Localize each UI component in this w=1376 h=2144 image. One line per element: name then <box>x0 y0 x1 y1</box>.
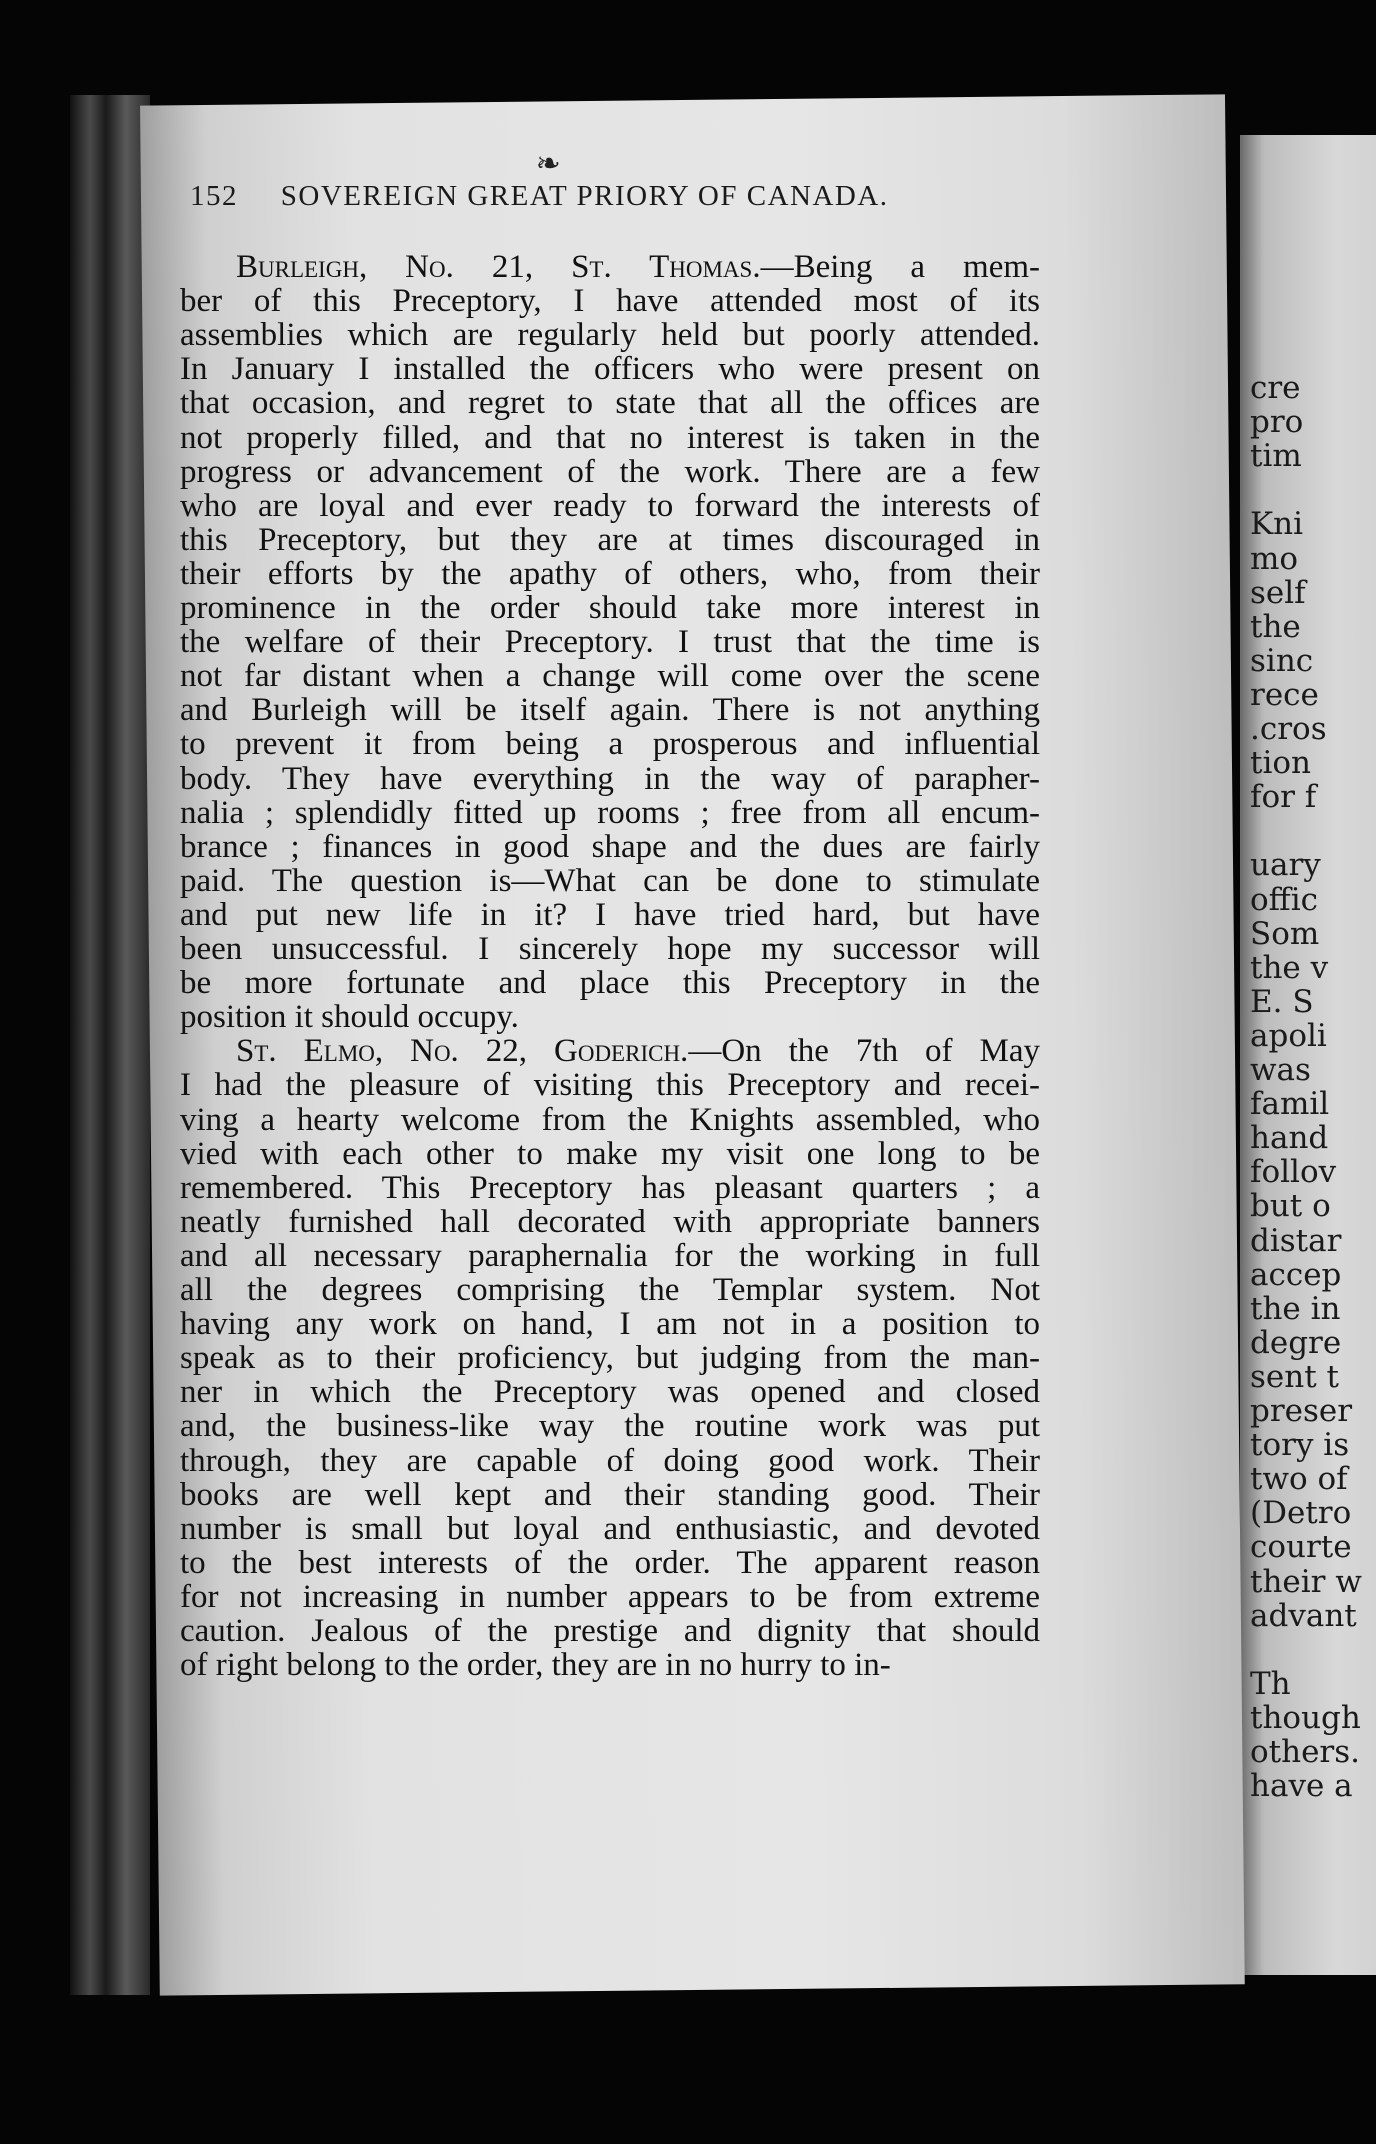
adjacent-line: E. S <box>1250 983 1314 1020</box>
text-line <box>180 932 1040 966</box>
text-line <box>180 386 1040 420</box>
text-line <box>180 1137 1040 1171</box>
text-line <box>180 1580 1040 1614</box>
line-text: to prevent it from being a prosperous and influential <box>180 726 1040 763</box>
text-line <box>180 898 1040 932</box>
adjacent-line: though <box>1250 1699 1361 1736</box>
line-text: number is small but loyal and enthusiastic, and devoted <box>180 1510 1040 1547</box>
line-text: for not increasing in number appears to be from extreme <box>180 1578 1040 1615</box>
adjacent-page <box>1240 135 1376 1975</box>
text-line <box>180 1546 1040 1580</box>
text-line <box>180 1034 1040 1068</box>
line-text: been unsuccessful. I sincerely hope my successor will <box>180 931 1040 967</box>
text-line <box>180 1648 1040 1682</box>
text-line <box>180 1512 1040 1546</box>
line-text: that occasion, and regret to state that all the offices are <box>180 385 1040 422</box>
text-line <box>180 455 1040 489</box>
adjacent-line: two of <box>1250 1461 1348 1498</box>
text-line <box>180 1375 1040 1409</box>
adjacent-line: sent t <box>1250 1358 1339 1395</box>
adjacent-line: distar <box>1250 1222 1342 1259</box>
text-line <box>180 693 1040 727</box>
running-header <box>190 180 1090 213</box>
line-text: their efforts by the apathy of others, who, from their <box>180 555 1040 592</box>
adjacent-line: tim <box>1250 438 1302 475</box>
text-line <box>180 1444 1040 1478</box>
text-line <box>180 489 1040 523</box>
line-text: caution. Jealous of the prestige and dignity that should <box>180 1613 1040 1649</box>
text-line <box>180 352 1040 386</box>
line-text: through, they are capable of doing good work. Their <box>180 1442 1040 1479</box>
adjacent-line: the v <box>1250 949 1329 986</box>
text-line <box>180 591 1040 625</box>
adjacent-line: sinc <box>1250 642 1314 679</box>
adjacent-line: accep <box>1250 1256 1342 1293</box>
text-line <box>180 1614 1040 1648</box>
adjacent-line: uary <box>1250 847 1321 884</box>
line-text: I had the pleasure of visiting this Preceptory and recei- <box>180 1067 1040 1104</box>
line-text: who are loyal and ever ready to forward the interests of <box>180 487 1040 524</box>
text-line <box>180 557 1040 591</box>
line-text: body. They have everything in the way of parapher- <box>180 760 1040 797</box>
text-line <box>180 1239 1040 1273</box>
line-text: neatly furnished hall decorated with appropriate banners <box>180 1203 1040 1240</box>
adjacent-line: courte <box>1250 1529 1352 1566</box>
text-line <box>180 1000 1040 1034</box>
text-line <box>180 1478 1040 1512</box>
ink-speck: ❧ <box>535 146 561 182</box>
line-text: position it should occupy. <box>180 999 519 1036</box>
line-text: of right belong to the order, they are in no hurry to in- <box>180 1647 891 1684</box>
adjacent-line: offic <box>1250 881 1318 918</box>
text-line <box>180 864 1040 898</box>
line-text: ving a hearty welcome from the Knights assembled, who <box>180 1101 1040 1138</box>
section-heading: Burleigh, No. 21, St. Thomas. <box>236 249 761 285</box>
page-number: 152 <box>190 180 238 212</box>
line-text: to the best interests of the order. The apparent reason <box>180 1544 1040 1581</box>
text-line <box>180 1307 1040 1341</box>
adjacent-line: Kni <box>1250 506 1304 543</box>
adjacent-line: hand <box>1250 1120 1329 1157</box>
adjacent-line: degre <box>1250 1324 1342 1361</box>
text-line <box>180 1273 1040 1307</box>
adjacent-line: others. <box>1250 1734 1361 1770</box>
line-text: and put new life in it? I have tried hard, but have <box>180 896 1040 933</box>
adjacent-line: Th <box>1250 1665 1291 1702</box>
line-text: be more fortunate and place this Preceptory in the <box>180 965 1040 1002</box>
text-line <box>180 1205 1040 1239</box>
text-line <box>180 1341 1040 1375</box>
adjacent-line: famil <box>1250 1086 1330 1123</box>
line-text: ber of this Preceptory, I have attended most of its <box>180 283 1040 320</box>
text-line <box>180 659 1040 693</box>
adjacent-line: cre <box>1250 370 1301 406</box>
line-text: not properly filled, and that no interest is taken in the <box>180 419 1040 456</box>
text-line <box>180 830 1040 864</box>
line-text: this Preceptory, but they are at times discouraged in <box>180 521 1040 558</box>
text-line <box>180 1171 1040 1205</box>
line-text: brance ; finances in good shape and the dues are fairly <box>180 828 1040 865</box>
adjacent-line: (Detro <box>1250 1495 1352 1532</box>
text-line <box>180 796 1040 830</box>
line-text: vied with each other to make my visit one long to be <box>180 1135 1040 1172</box>
adjacent-line: for f <box>1250 779 1317 816</box>
adjacent-line: but o <box>1250 1188 1331 1225</box>
book-spine-edge <box>70 95 150 1995</box>
line-text: having any work on hand, I am not in a position to <box>180 1306 1040 1343</box>
adjacent-line: pro <box>1250 404 1304 441</box>
adjacent-line: follov <box>1250 1154 1337 1191</box>
text-line <box>180 421 1040 455</box>
text-line <box>180 1103 1040 1137</box>
text-line <box>180 318 1040 352</box>
text-line <box>180 1068 1040 1102</box>
adjacent-line: mo <box>1250 540 1299 577</box>
line-text: remembered. This Preceptory has pleasant quarters ; a <box>180 1169 1040 1206</box>
line-text: prominence in the order should take more interest in <box>180 590 1040 626</box>
adjacent-line: the <box>1250 608 1301 645</box>
adjacent-line: apoli <box>1250 1017 1327 1054</box>
adjacent-line: preser <box>1250 1393 1353 1429</box>
adjacent-line: tory is <box>1250 1427 1350 1464</box>
text-line <box>180 727 1040 761</box>
line-text: and all necessary paraphernalia for the working in full <box>180 1237 1040 1274</box>
adjacent-line: rece <box>1250 676 1319 713</box>
adjacent-line: advant <box>1250 1597 1357 1634</box>
line-text: and, the business-like way the routine work was put <box>180 1408 1040 1445</box>
text-line <box>180 762 1040 796</box>
adjacent-line: tion <box>1250 745 1312 782</box>
line-text: —Being a mem- <box>760 249 1040 285</box>
line-text: the welfare of their Preceptory. I trust that the time is <box>180 624 1040 661</box>
line-text: —On the 7th of May <box>688 1033 1040 1070</box>
text-line <box>180 284 1040 318</box>
text-line <box>180 250 1040 284</box>
adjacent-line: Som <box>1250 915 1320 952</box>
line-text: paid. The question is—What can be done to stimulate <box>180 862 1040 899</box>
line-text: In January I installed the officers who were present on <box>180 351 1040 388</box>
line-text: assemblies which are regularly held but poorly attended. <box>180 317 1040 354</box>
text-line <box>180 625 1040 659</box>
text-line <box>180 1409 1040 1443</box>
adjacent-line: was <box>1250 1052 1311 1088</box>
line-text: nalia ; splendidly fitted up rooms ; free from all encum- <box>180 794 1040 831</box>
text-line <box>180 966 1040 1000</box>
line-text: all the degrees comprising the Templar system. Not <box>180 1272 1040 1308</box>
adjacent-line: the in <box>1250 1290 1341 1327</box>
running-title: SOVEREIGN GREAT PRIORY OF CANADA. <box>280 180 889 212</box>
text-line <box>180 523 1040 557</box>
line-text: books are well kept and their standing good. Their <box>180 1476 1040 1513</box>
adjacent-line: their w <box>1250 1563 1362 1600</box>
line-text: ner in which the Preceptory was opened and closed <box>180 1374 1040 1411</box>
line-text: progress or advancement of the work. There are a few <box>180 453 1040 490</box>
adjacent-line: .cros <box>1250 711 1327 747</box>
line-text: speak as to their proficiency, but judging from the man- <box>180 1340 1040 1377</box>
adjacent-line: have a <box>1250 1768 1353 1805</box>
line-text: and Burleigh will be itself again. There is not anything <box>180 692 1040 729</box>
section-heading: St. Elmo, No. 22, Goderich. <box>236 1033 689 1070</box>
line-text: not far distant when a change will come over the scene <box>180 658 1040 695</box>
adjacent-line: self <box>1250 574 1306 611</box>
